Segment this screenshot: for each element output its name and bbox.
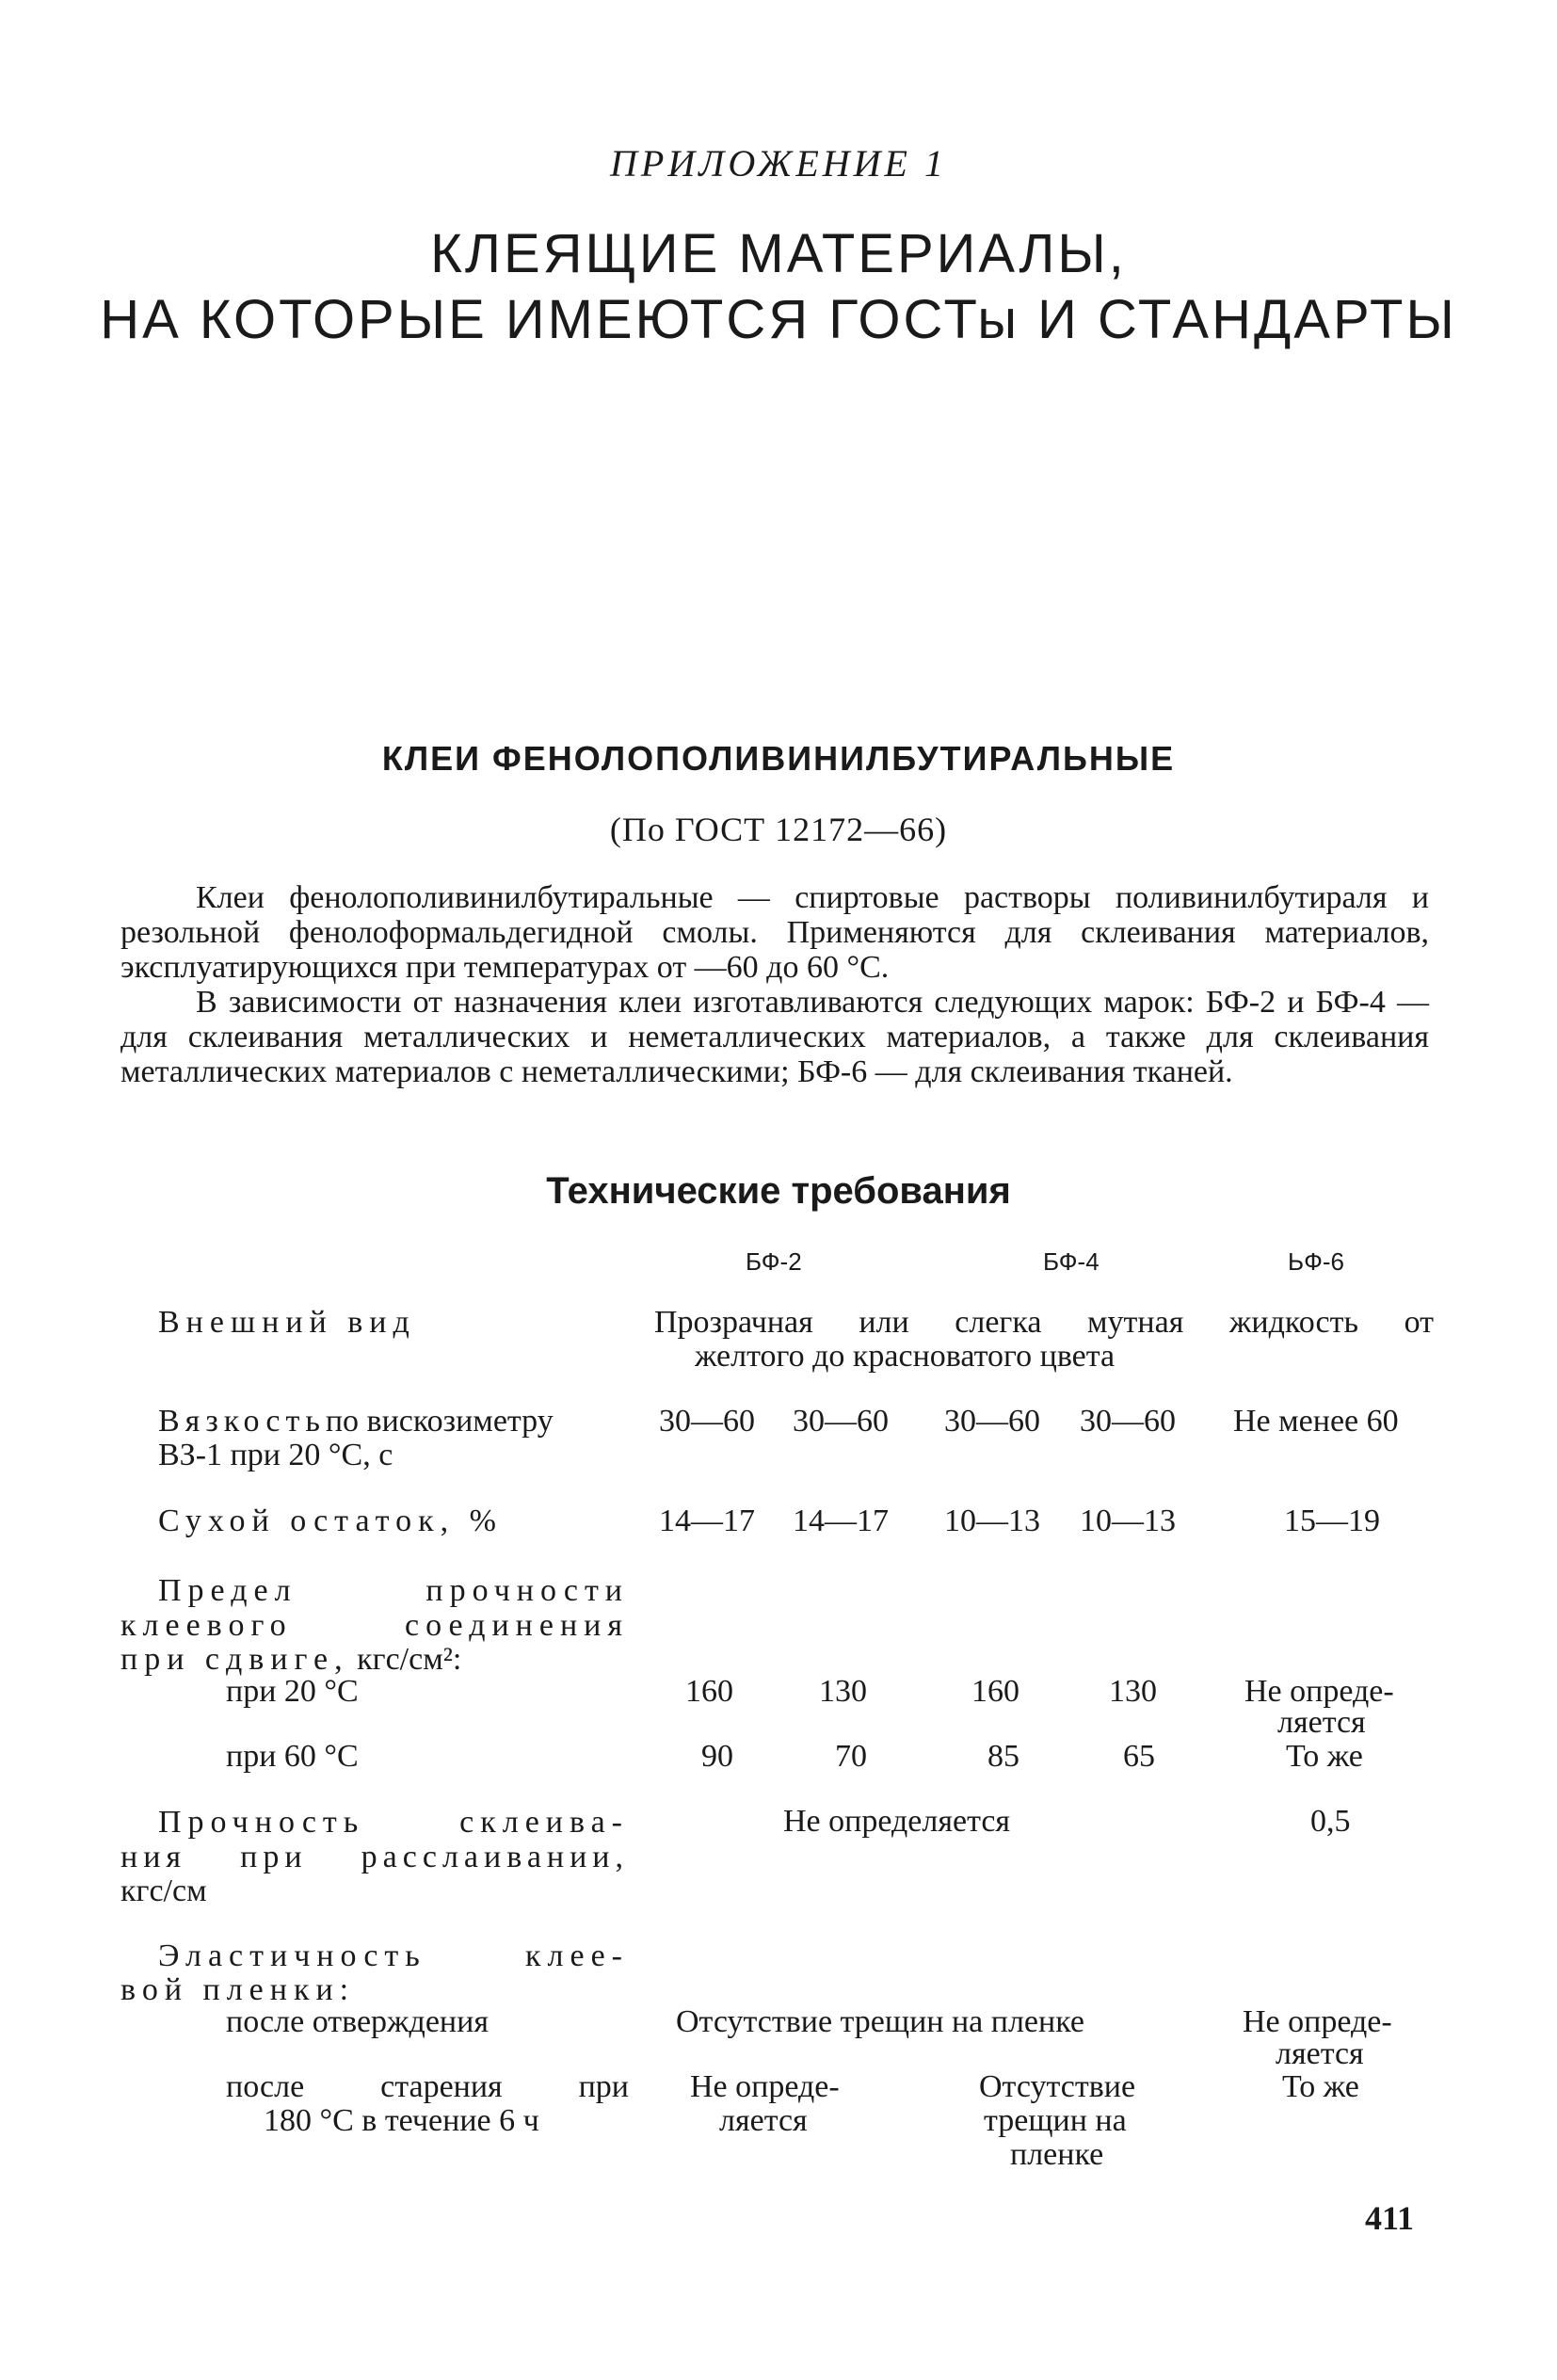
label-after-cure: после отверждения xyxy=(226,2004,489,2039)
label-viscosity-rest: по вискозиметру xyxy=(325,1404,554,1439)
page-title-line2: НА КОТОРЫЕ ИМЕЮТСЯ ГОСТы И СТАНДАРТЫ xyxy=(100,289,1457,350)
label-peel-line1: Прочность склеива- xyxy=(158,1805,629,1840)
shear-60c-bf4-a: 85 xyxy=(987,1739,1019,1774)
dry-residue-bf2-a: 14—17 xyxy=(659,1504,755,1538)
shear-20c-bf6-line1: Не опреде- xyxy=(1244,1674,1394,1709)
after-cure-bf6-line1: Не опреде- xyxy=(1243,2004,1392,2039)
label-shear-line3 xyxy=(120,1643,461,1677)
shear-20c-bf6-line2: ляется xyxy=(1277,1705,1366,1740)
peel-bf2-bf4: Не определяется xyxy=(783,1804,1011,1839)
dry-residue-bf2-b: 14—17 xyxy=(793,1504,889,1538)
grades-paragraph: В зависимости от назначения клеи изготавливаются следующих марок: БФ-2 и БФ-4 — для склеивания металлических и неметаллических материалов, а также для склеивания металлических материалов с неметаллическими; БФ-6 — для склеивания тканей. xyxy=(120,985,1429,1089)
after-aging-bf6: То же xyxy=(1282,2069,1359,2104)
after-aging-bf2-line1: Не опреде- xyxy=(690,2069,840,2104)
appearance-value-line2: желтого до красноватого цвета xyxy=(695,1339,1116,1374)
shear-20c-bf2-a: 160 xyxy=(685,1674,733,1709)
viscosity-bf4-a: 30—60 xyxy=(944,1404,1040,1439)
label-shear-60c: при 60 °С xyxy=(226,1739,359,1774)
shear-60c-bf2-b: 70 xyxy=(835,1739,867,1774)
label-elasticity-line1: Эластичность клее- xyxy=(158,1938,629,1973)
tech-requirements-heading: Технические требования xyxy=(546,1170,1011,1212)
gost-reference: (По ГОСТ 12172—66) xyxy=(609,811,948,848)
appearance-value-line1: Прозрачная или слегка мутная жидкость от xyxy=(654,1305,1434,1340)
label-shear-line3-spaced: при сдвиге, xyxy=(120,1642,349,1677)
page-title-line1: КЛЕЯЩИЕ МАТЕРИАЛЫ, xyxy=(430,223,1127,284)
label-peel-line2: ния при расслаивании, xyxy=(120,1840,629,1874)
shear-20c-bf4-a: 160 xyxy=(971,1674,1019,1709)
label-viscosity-spaced: Вязкость xyxy=(158,1404,326,1439)
intro-paragraph: Клеи фенолополивинилбутиральные — спиртовые растворы поливинилбутираля и резольной фенолоформальдегидной смолы. Применяются для склеивания материалов, эксплуатирующихся при температурах от —60 до 60 °С. xyxy=(120,880,1429,985)
viscosity-bf6: Не менее 60 xyxy=(1233,1404,1399,1439)
viscosity-bf2-b: 30—60 xyxy=(793,1404,889,1439)
label-viscosity-line2: ВЗ-1 при 20 °С, с xyxy=(158,1438,393,1472)
after-aging-bf4-line2: трещин на xyxy=(984,2103,1127,2138)
label-after-aging-line2: 180 °С в течение 6 ч xyxy=(264,2103,539,2138)
dry-residue-bf4-b: 10—13 xyxy=(1080,1504,1176,1538)
viscosity-bf2-a: 30—60 xyxy=(659,1404,755,1439)
dry-residue-bf6: 15—19 xyxy=(1284,1504,1380,1538)
appendix-label: ПРИЛОЖЕНИЕ 1 xyxy=(610,142,947,185)
after-aging-bf4-line1: Отсутствие xyxy=(979,2069,1136,2104)
column-header-bf6: ЬФ-6 xyxy=(1288,1247,1344,1276)
shear-60c-bf4-b: 65 xyxy=(1123,1739,1155,1774)
column-header-bf4: БФ-4 xyxy=(1043,1247,1100,1276)
peel-bf6: 0,5 xyxy=(1310,1804,1351,1839)
after-aging-bf4-line3: пленке xyxy=(1010,2137,1104,2172)
shear-20c-bf4-b: 130 xyxy=(1109,1674,1157,1709)
label-shear-line1: Предел прочности xyxy=(158,1573,629,1608)
section-heading: КЛЕИ ФЕНОЛОПОЛИВИНИЛБУТИРАЛЬНЫЕ xyxy=(381,739,1176,778)
column-header-bf2: БФ-2 xyxy=(746,1247,802,1276)
page-number: 411 xyxy=(1365,2199,1415,2237)
label-dry-residue: Сухой остаток, % xyxy=(158,1504,503,1538)
after-cure-bf2-bf4: Отсутствие трещин на пленке xyxy=(676,2004,1084,2039)
shear-60c-bf2-a: 90 xyxy=(701,1739,733,1774)
label-appearance: Внешний вид xyxy=(158,1305,416,1340)
label-peel-line3: кгс/см xyxy=(120,1873,207,1908)
shear-20c-bf2-b: 130 xyxy=(819,1674,867,1709)
label-shear-line2: клеевого соединения xyxy=(120,1608,629,1643)
label-viscosity xyxy=(158,1405,554,1439)
label-shear-20c: при 20 °С xyxy=(226,1674,359,1709)
after-aging-bf2-line2: ляется xyxy=(719,2103,808,2138)
dry-residue-bf4-a: 10—13 xyxy=(944,1504,1040,1538)
label-shear-line3-rest: кгс/см²: xyxy=(357,1642,462,1677)
label-elasticity-line2: вой пленки: xyxy=(120,1972,356,2007)
viscosity-bf4-b: 30—60 xyxy=(1080,1404,1176,1439)
after-cure-bf6-line2: ляется xyxy=(1276,2036,1364,2071)
label-after-aging-line1: после старения при xyxy=(226,2069,629,2104)
shear-60c-bf6: То же xyxy=(1286,1739,1363,1774)
